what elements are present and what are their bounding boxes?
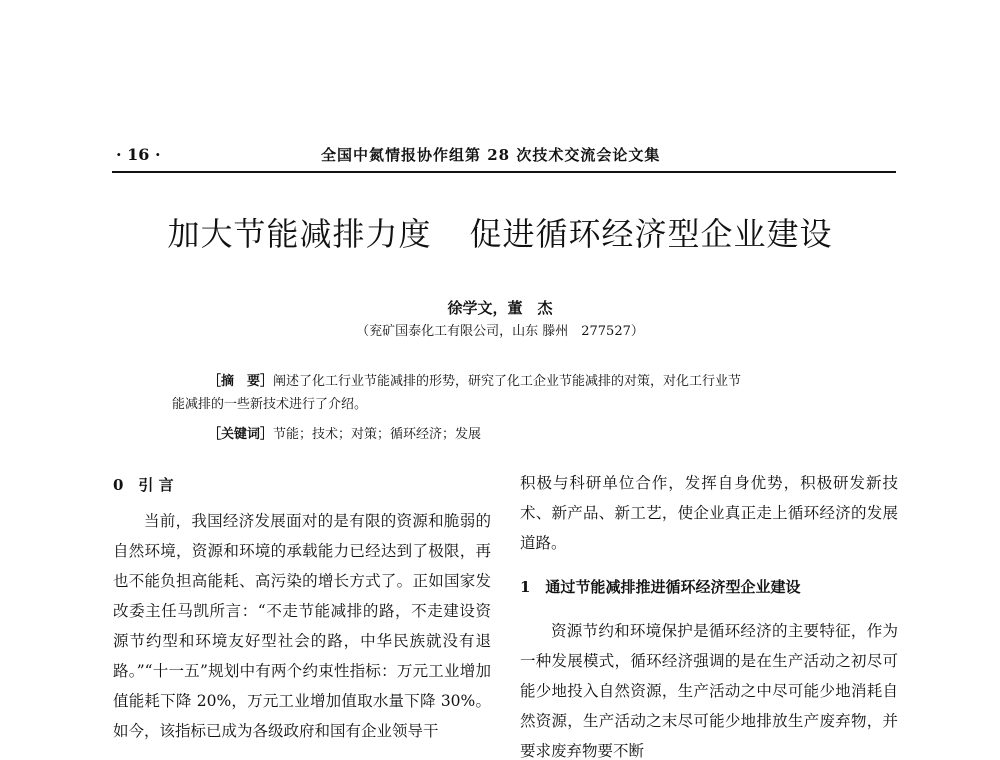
affiliation: （兖矿国泰化工有限公司，山东 滕州 277527） — [356, 324, 644, 339]
left-column — [113, 470, 491, 746]
journal-title: 全国中氮情报协作组第 28 次技术交流会论文集 — [321, 146, 661, 164]
section-1-paragraph: 资源节约和环境保护是循环经济的主要特征，作为一种发展模式，循环经济强调的是在生产活动之初尽可能少地投入自然资源，生产活动之中尽可能少地消耗自然资源，生产活动之末尽可能少地排放生产废弃物，并要求废弃物要不断 — [520, 622, 898, 760]
article-title — [0, 212, 1000, 256]
abstract — [172, 370, 852, 416]
intro-paragraph: 当前，我国经济发展面对的是有限的资源和脆弱的自然环境，资源和环境的承载能力已经达到了极限，再也不能负担高能耗、高污染的增长方式了。正如国家发改委主任马凯所言：“不走节能减排的路，不走建设资源节约型和环境友好型社会的路，中华民族就没有退路。”“十一五”规划中有两个约束性指标：万元工业增加值能耗下降 20%，万元工业增加值取水量下降 30%。如今，该指标已成为各级政府和国有企业领导干 — [113, 512, 491, 740]
keywords-text: 节能；技术；对策；循环经济；发展 — [273, 427, 482, 442]
abstract-text-line1: 阐述了化工行业节能减排的形势，研究了化工企业节能减排的对策，对化工行业节 — [273, 374, 742, 389]
continued-paragraph: 积极与科研单位合作，发挥自身优势，积极研发新技术、新产品、新工艺，使企业真正走上循环经济的发展道路。 — [520, 474, 898, 552]
section-heading-1: 1 通过节能减排推进循环经济型企业建设 — [520, 578, 801, 596]
header-rule — [112, 171, 896, 173]
article-title-part1: 加大节能减排力度 — [167, 215, 432, 253]
article-title-part2: 促进循环经济型企业建设 — [469, 215, 833, 253]
page-number: · 16 · — [116, 145, 161, 164]
keywords — [208, 423, 481, 446]
abstract-label: ［摘 要］ — [208, 374, 274, 389]
keywords-label: ［关键词］ — [208, 427, 274, 442]
running-head — [112, 143, 896, 167]
authors: 徐学文，董 杰 — [447, 299, 553, 317]
right-column — [520, 468, 898, 760]
abstract-text-line2: 能减排的一些新技术进行了介绍。 — [172, 397, 368, 412]
section-heading-intro: 0 引 言 — [113, 476, 174, 494]
